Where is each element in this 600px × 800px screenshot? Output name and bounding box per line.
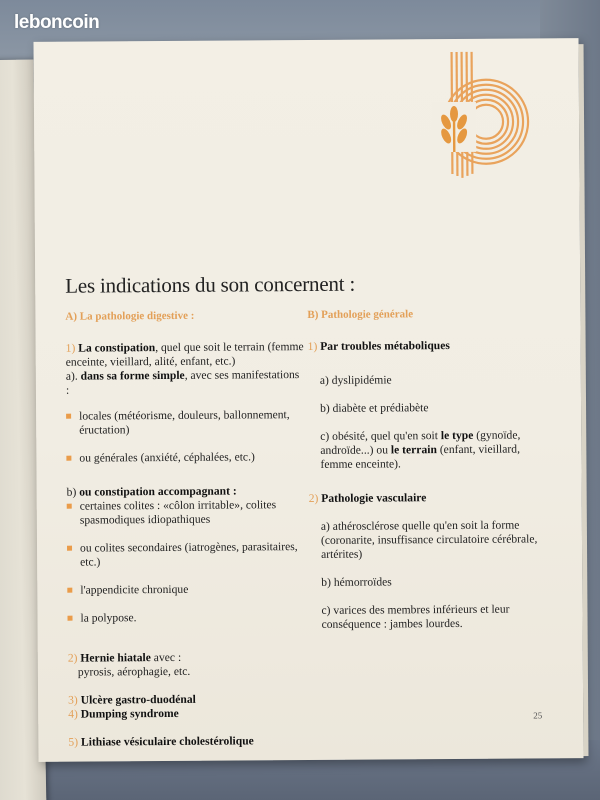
- sub-text: (enfant, vieillard, femme enceinte).: [320, 442, 521, 471]
- bullet-item: [67, 610, 305, 626]
- sub-varicose: c) varices des membres inférieurs et leur conséquence : jambes lourdes.: [321, 602, 510, 631]
- sub-bold-text: ou constipation accompagnant :: [79, 484, 237, 499]
- page-number: 25: [533, 710, 543, 721]
- item-number: 2): [67, 651, 78, 665]
- sub-prefix: b): [66, 485, 80, 499]
- right-column: [307, 306, 541, 632]
- sub-simple-form: [66, 368, 304, 398]
- item-vascular: [309, 490, 541, 506]
- item-lithiasis: [68, 734, 306, 750]
- bullet-item: [67, 540, 305, 570]
- item-text: , quel que soit le terrain (femme enceinte, vieillard, alité, enfant, etc.): [65, 340, 304, 369]
- sub-atherosclerosis: a) athérosclérose quelle qu'en soit la forme (coronarite, insuffisance circulatoire cérébrale, artérites): [320, 518, 538, 561]
- bullet-text: l'appendicite chronique: [80, 582, 189, 597]
- item-dumping: [68, 706, 306, 722]
- item-number: 3): [68, 693, 78, 707]
- sub-dyslipidemia: a) dyslipidémie: [319, 373, 392, 387]
- bullet-text: ou générales (anxiété, céphalées, etc.): [79, 450, 255, 465]
- bullet-text: locales (météorisme, douleurs, ballonnement, éructation): [79, 408, 290, 437]
- sub-hemorrhoids: b) hémorroïdes: [321, 575, 392, 589]
- sub-bold-text: dans sa forme simple: [80, 368, 185, 383]
- section-title-general: B) Pathologie générale: [307, 308, 414, 322]
- square-bullet-icon: [67, 504, 72, 509]
- bullet-item: [67, 582, 305, 598]
- sub-diabetes: b) diabète et prédiabète: [320, 401, 429, 415]
- bullet-text: certaines colites : «côlon irritable», colites spasmodiques idiopathiques: [79, 498, 277, 527]
- site-watermark-logo: leboncoin: [14, 12, 100, 33]
- page-heading: Les indications du son concernent :: [65, 271, 356, 298]
- item-number: 4): [68, 707, 78, 721]
- sub-text: c) obésité, quel qu'en soit: [320, 429, 441, 443]
- item-bold-text: Pathologie vasculaire: [321, 491, 427, 505]
- wheat-spiral-logo-icon: [424, 43, 535, 184]
- section-title-digestive: A) La pathologie digestive :: [65, 309, 195, 323]
- bullet-item: [67, 498, 305, 528]
- item-metabolic: [308, 338, 540, 354]
- item-bold-text: Ulcère gastro-duodénal: [80, 692, 196, 707]
- sub-prefix: a).: [65, 369, 78, 383]
- item-bold-text: Lithiase vésiculaire cholestérolique: [80, 734, 254, 749]
- square-bullet-icon: [66, 456, 71, 461]
- square-bullet-icon: [67, 616, 72, 621]
- item-number: 2): [308, 491, 319, 506]
- sub-text: , avec ses manifestations :: [65, 368, 300, 397]
- square-bullet-icon: [66, 414, 71, 419]
- sub-obesity: [308, 428, 540, 472]
- sub-bold-text: le terrain: [390, 443, 437, 457]
- item-constipation: [66, 340, 304, 370]
- item-bold-text: La constipation: [78, 341, 156, 355]
- square-bullet-icon: [67, 588, 72, 593]
- item-bold-text: Par troubles métaboliques: [320, 339, 450, 353]
- item-bold-text: Dumping syndrome: [80, 706, 179, 721]
- item-bold-text: Hernie hiatale: [80, 651, 151, 665]
- bullet-text: la polypose.: [80, 611, 137, 625]
- item-number: 5): [68, 735, 79, 749]
- item-text: avec :: [150, 650, 182, 665]
- square-bullet-icon: [67, 546, 72, 551]
- bullet-item: [66, 408, 304, 438]
- left-column: [65, 308, 306, 750]
- item-number: 1): [307, 339, 318, 354]
- sub-bold-text: le type: [440, 428, 474, 443]
- document-page: [33, 38, 583, 762]
- item-hiatal-hernia-detail: pyrosis, aérophagie, etc.: [77, 664, 191, 679]
- bullet-item: [66, 450, 304, 466]
- item-number: 1): [65, 341, 76, 355]
- sub-text: (gynoïde, androïde...) ou: [320, 428, 521, 457]
- bullet-text: ou colites secondaires (iatrogènes, parasitaires, etc.): [79, 540, 298, 569]
